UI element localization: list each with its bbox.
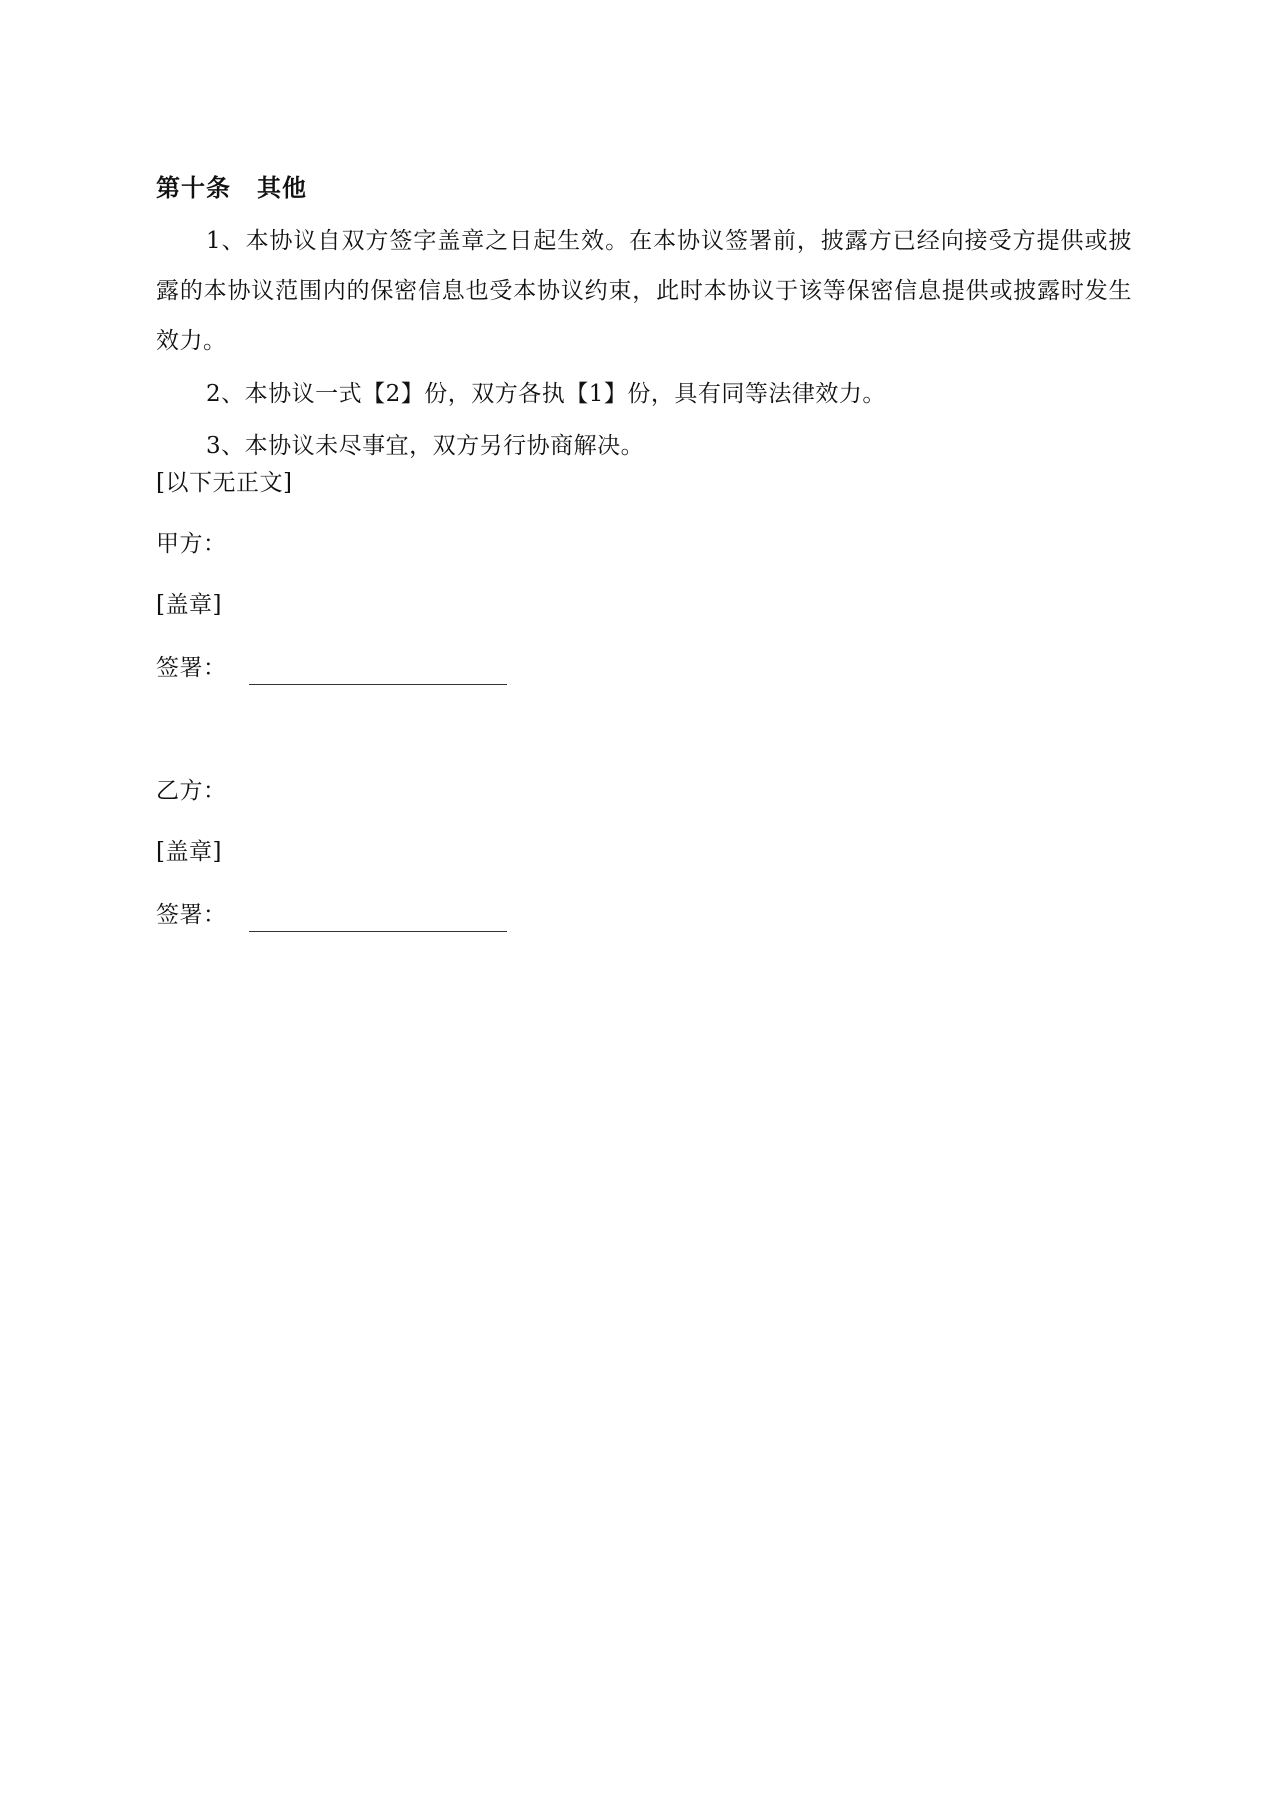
article-heading bbox=[156, 168, 307, 203]
party-a-signature-row bbox=[156, 651, 507, 685]
party-b-signature-line bbox=[249, 905, 507, 932]
party-a-signature-label: 签署： bbox=[156, 655, 227, 681]
no-further-text: [以下无正文] bbox=[156, 470, 293, 496]
party-b-signature-row bbox=[156, 898, 507, 932]
article-title: 其他 bbox=[257, 174, 307, 202]
clause-2: 2、本协议一式【2】份，双方各执【1】份，具有同等法律效力。 bbox=[206, 381, 886, 407]
party-b-seal: [盖章] bbox=[156, 839, 222, 865]
party-b-label: 乙方： bbox=[156, 778, 227, 804]
clause-1: 1、本协议自双方签字盖章之日起生效。在本协议签署前，披露方已经向接受方提供或披露的本协议范围内的保密信息也受本协议约束，此时本协议于该等保密信息提供或披露时发生效力。 bbox=[156, 228, 1132, 354]
party-a-signature-line bbox=[249, 658, 507, 685]
party-a-seal: [盖章] bbox=[156, 592, 222, 618]
party-a-label: 甲方： bbox=[156, 531, 227, 557]
party-b-signature-label: 签署： bbox=[156, 902, 227, 928]
article-number: 第十条 bbox=[156, 174, 231, 202]
clause-3: 3、本协议未尽事宜，双方另行协商解决。 bbox=[206, 433, 645, 459]
